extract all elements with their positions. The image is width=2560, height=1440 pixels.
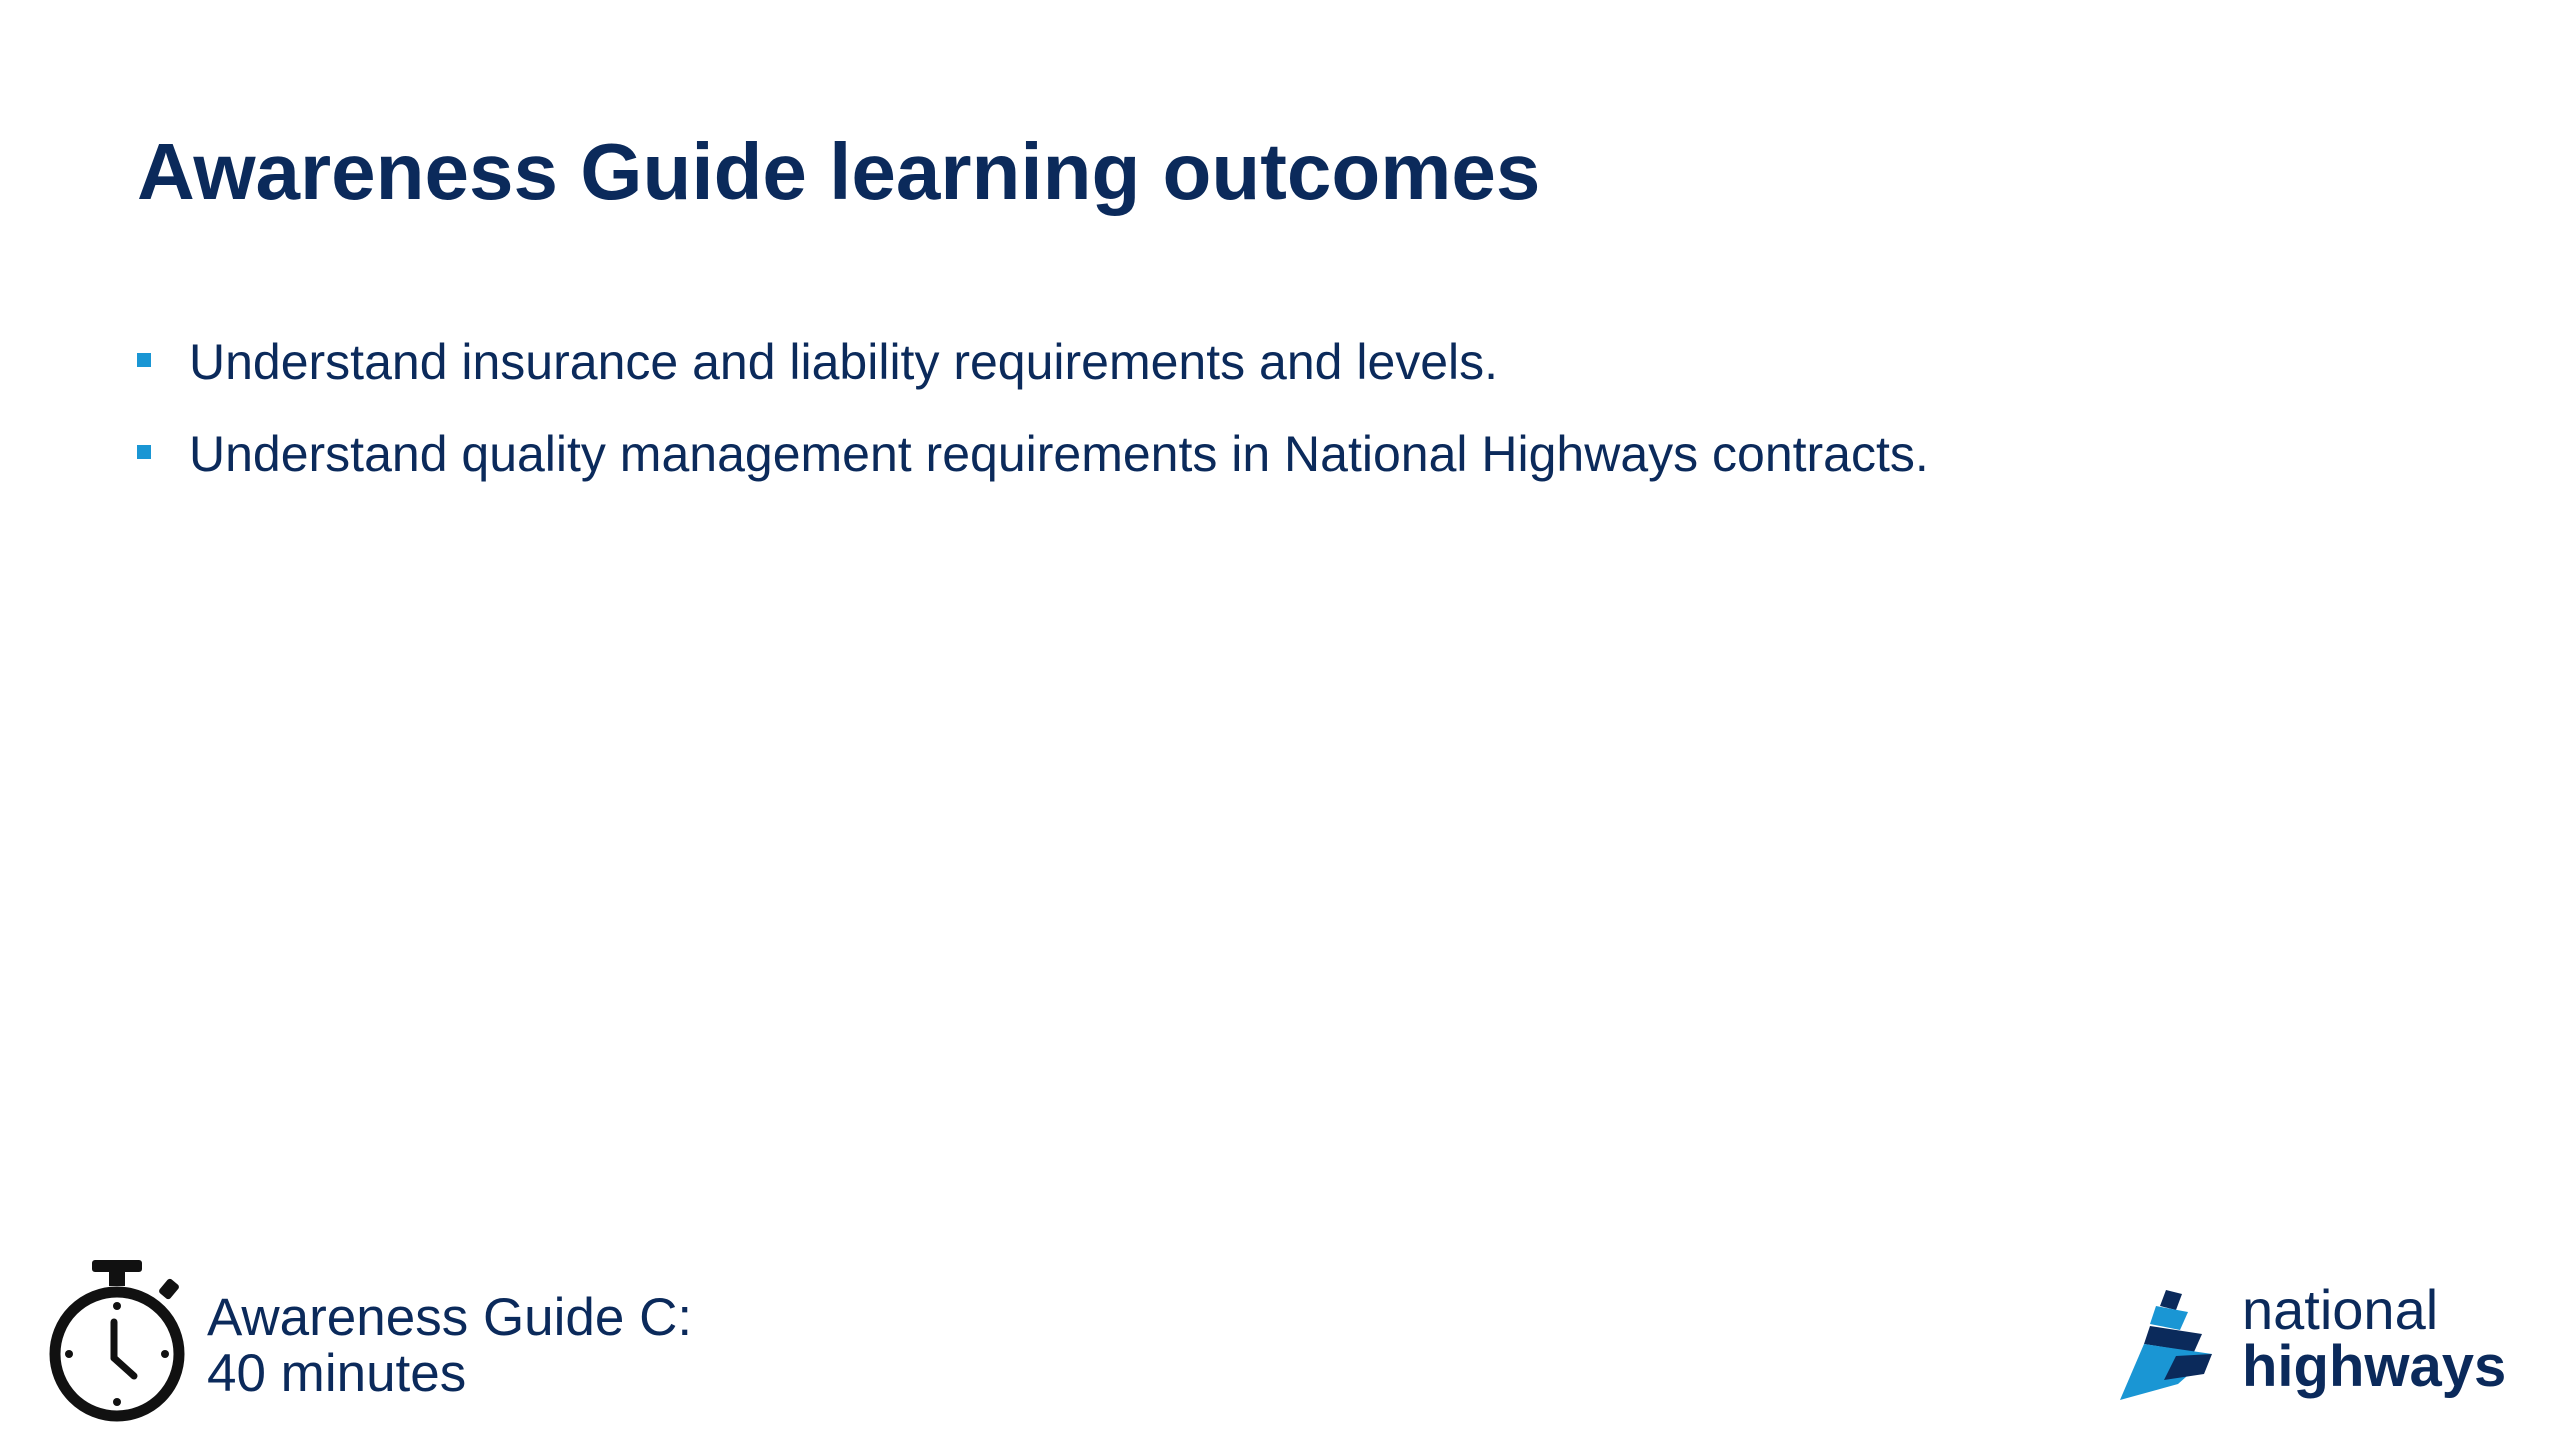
list-item (137, 408, 1929, 500)
highways-logo-mark-icon (2116, 1282, 2236, 1402)
bullet-text: Understand insurance and liability requirements and levels. (189, 334, 1499, 390)
logo-wordmark (2242, 1278, 2507, 1399)
slide-title: Awareness Guide learning outcomes (137, 127, 1541, 216)
learning-outcomes-list (137, 316, 1929, 500)
logo-line-national: national (2242, 1278, 2439, 1341)
bullet-square-icon (137, 353, 151, 367)
bullet-text: Understand quality management requirements in National Highways contracts. (189, 426, 1929, 482)
logo-line-highways: highways (2242, 1334, 2507, 1399)
bullet-square-icon (137, 445, 151, 459)
duration-label: Awareness Guide C: (207, 1288, 693, 1347)
duration-text (207, 1290, 692, 1402)
duration-value: 40 minutes (207, 1344, 467, 1403)
list-item (137, 316, 1929, 408)
national-highways-logo (2116, 1278, 2516, 1402)
stopwatch-icon (42, 1254, 192, 1424)
